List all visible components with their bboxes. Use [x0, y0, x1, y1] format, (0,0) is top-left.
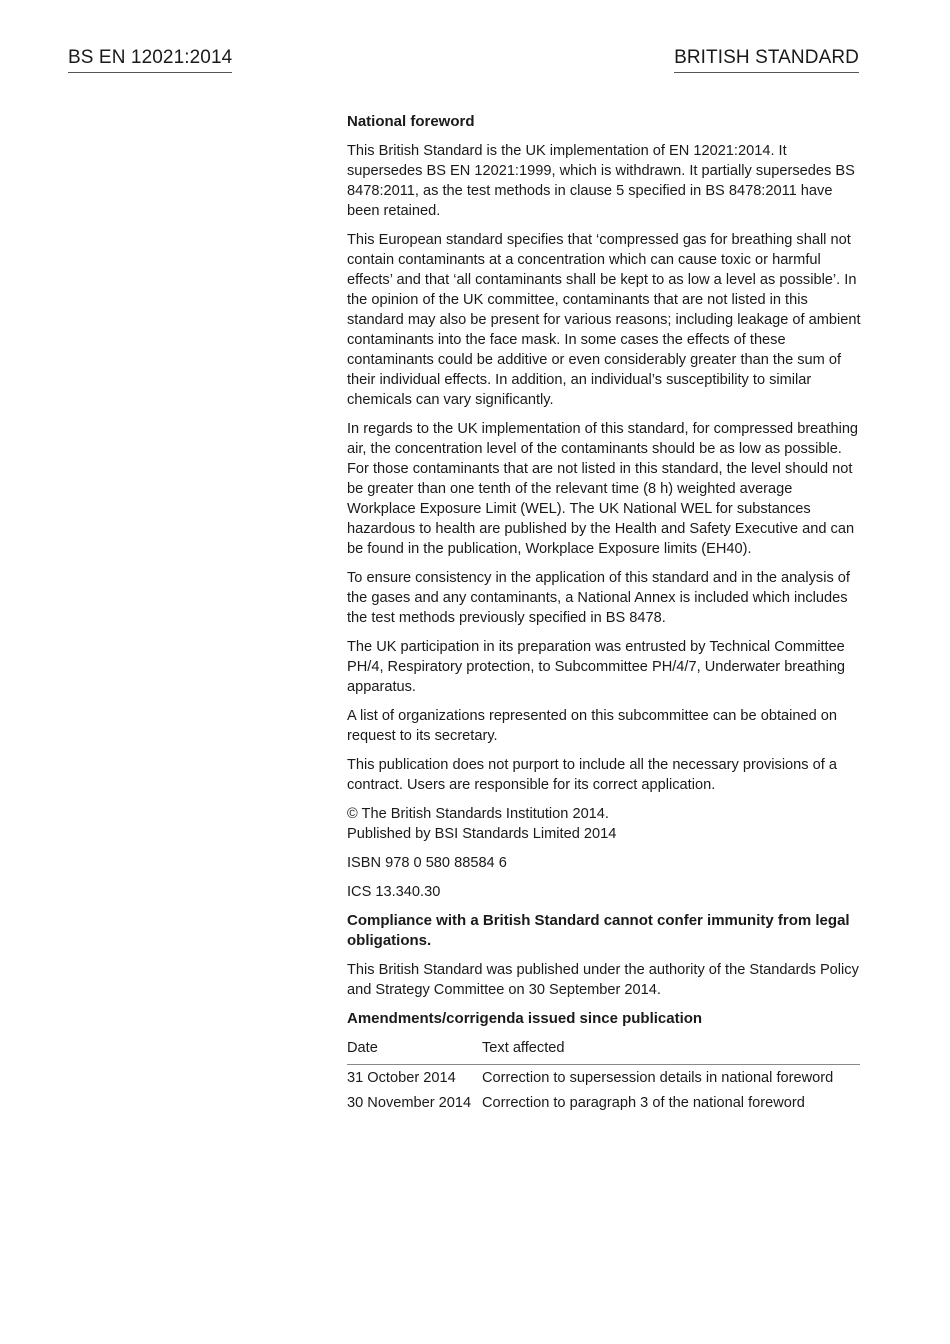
amendment-date: 30 November 2014	[347, 1095, 472, 1111]
standard-type: BRITISH STANDARD	[674, 46, 859, 73]
isbn: ISBN 978 0 580 88584 6	[347, 855, 507, 871]
amendments-table	[347, 1038, 860, 1113]
foreword-paragraph: This publication does not purport to include all the necessary provisions of a contract. Users are responsible for its correct application.	[347, 757, 837, 793]
amendments-title: Amendments/corrigenda issued since publication	[347, 1010, 703, 1027]
amendment-date: 31 October 2014	[347, 1070, 456, 1086]
authority-statement: This British Standard was published under the authority of the Standards Policy and Strategy Committee on 30 September 2014.	[347, 962, 859, 998]
copyright-notice	[347, 804, 862, 844]
foreword-paragraph: To ensure consistency in the application of this standard and in the analysis of the gases and any contaminants, a National Annex is included which includes the test methods previously specified in BS 8478.	[347, 570, 850, 626]
copyright-line: © The British Standards Institution 2014.	[347, 806, 609, 822]
table-header-row	[347, 1038, 860, 1065]
compliance-statement: Compliance with a British Standard cannot confer immunity from legal obligations.	[347, 912, 850, 949]
foreword-title: National foreword	[347, 113, 475, 130]
amendment-text: Correction to supersession details in national foreword	[482, 1070, 834, 1086]
foreword-paragraph: The UK participation in its preparation was entrusted by Technical Committee PH/4, Respiratory protection, to Subcommittee PH/4/7, Underwater breathing apparatus.	[347, 639, 846, 695]
foreword-paragraph: In regards to the UK implementation of this standard, for compressed breathing air, the concentration level of the contaminants should be as low as possible. For those contaminants that are not listed in this standard, the level should not be greater than one tenth of the relevant time (8 h) weighted average Workplace Exposure Limit (WEL). The UK National WEL for substances hazardous to health are published by the Health and Safety Executive and can be found in the publication, Workplace Exposure limits (EH40).	[347, 421, 859, 557]
document-code: BS EN 12021:2014	[68, 46, 232, 73]
foreword-paragraph: This European standard specifies that ‘compressed gas for breathing shall not contain contaminants at a concentration which can cause toxic or harmful effects’ and that ‘all contaminants shall be kept to as low a level as possible’. In the opinion of the UK committee, contaminants that are not listed in this standard may also be present for various reasons; including leakage of ambient contaminants into the face mask. In some cases the effects of these contaminants could be additive or even considerably greater than the sum of their individual effects. In addition, an individual’s susceptibility to similar chemicals can vary significantly.	[347, 232, 861, 408]
ics-code: ICS 13.340.30	[347, 884, 441, 900]
publisher-line: Published by BSI Standards Limited 2014	[347, 826, 617, 842]
table-row	[347, 1065, 860, 1094]
amendment-text: Correction to paragraph 3 of the national foreword	[482, 1095, 805, 1111]
table-row	[347, 1093, 860, 1113]
column-header-text-affected: Text affected	[482, 1038, 860, 1065]
column-header-date: Date	[347, 1038, 482, 1065]
foreword-paragraph: A list of organizations represented on this subcommittee can be obtained on request to its secretary.	[347, 708, 838, 744]
national-foreword	[347, 112, 862, 1113]
foreword-paragraph: This British Standard is the UK implementation of EN 12021:2014. It supersedes BS EN 12021:1999, which is withdrawn. It partially supersedes BS 8478:2011, as the test methods in clause 5 specified in BS 8478:2011 have been retained.	[347, 143, 855, 219]
